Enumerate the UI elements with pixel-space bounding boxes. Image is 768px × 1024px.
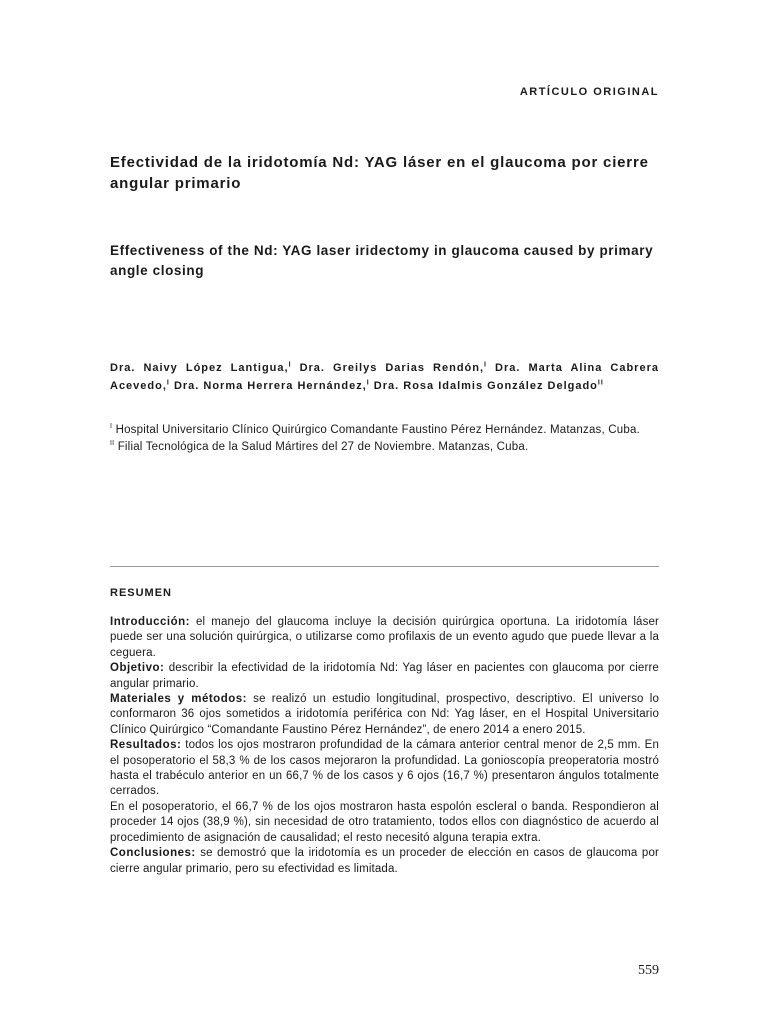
- author-1: Dra. Naivy López Lantigua,$^I$: [110, 361, 292, 374]
- affiliation-2: $^{II}$ Filial Tecnológica de la Salud Mártires del 27 de Noviembre. Matanzas, Cuba.: [110, 440, 529, 453]
- affiliations: [110, 422, 659, 456]
- affiliation-1: $^I$ Hospital Universitario Clínico Quirúrgico Comandante Faustino Pérez Hernández. Matanzas, Cuba.: [110, 423, 640, 436]
- abstract-body: [110, 615, 659, 877]
- abstract-methods: Materiales y métodos: se realizó un estudio longitudinal, prospectivo, descriptivo. El universo lo conformaron 36 ojos sometidos a iridotomía periférica con Nd: Yag láser, en el Hospital Universitario Clínico Quirúrgico “Comandante Faustino Pérez Hernández”, de enero 2014 a enero 2015.: [110, 693, 659, 736]
- section-divider: [110, 566, 659, 567]
- section-label: ARTÍCULO ORIGINAL: [519, 86, 659, 98]
- abstract-heading: RESUMEN: [110, 587, 173, 599]
- author-list: [110, 360, 659, 395]
- abstract-introduction: Introducción: el manejo del glaucoma incluye la decisión quirúrgica oportuna. La iridotomía láser puede ser una solución quirúrgica, o utilizarse como profilaxis de un evento agudo que puede llevar a la ceguera.: [110, 616, 659, 659]
- abstract-conclusions: Conclusiones: se demostró que la iridotomía es un proceder de elección en casos de glaucoma por cierre angular primario, pero su efectividad es limitada.: [110, 847, 659, 875]
- page-number: 559: [638, 963, 659, 978]
- title-english: Effectiveness of the Nd: YAG laser iridectomy in glaucoma caused by primary angle closing: [110, 243, 654, 278]
- abstract-results: Resultados: todos los ojos mostraron profundidad de la cámara anterior central menor de 2,5 mm. En el posoperatorio el 58,3 % de los casos mejoraron la profundidad. La gonioscopía preoperatoria mostró hasta el trabéculo anterior en un 66,7 % de los casos y 6 ojos (16,7 %) presentaron ángulos totalmente cerrados.: [110, 739, 659, 798]
- abstract-objective: Objetivo: describir la efectividad de la iridotomía Nd: Yag láser en pacientes con glaucoma por cierre angular primario.: [110, 662, 659, 690]
- author-3: Dra. Marta Alina Cabrera Acevedo,$^I$: [110, 362, 659, 392]
- abstract-results-continued: En el posoperatorio, el 66,7 % de los ojos mostraron hasta espolón escleral o banda. Respondieron al proceder 14 ojos (38,9 %), sin necesidad de otro tratamiento, todos ellos con diagnóstico de acuerdo al procedimiento de asignación de causalidad; el resto necesitó alguna terapia extra.: [110, 800, 659, 844]
- author-2: Dra. Greilys Darias Rendón,$^I$: [299, 361, 487, 374]
- author-5: Dra. Rosa Idalmis González Delgado$^{II}$: [373, 378, 604, 392]
- title-spanish: Efectividad de la iridotomía Nd: YAG láser en el glaucoma por cierre angular primario: [110, 154, 649, 192]
- author-4: Dra. Norma Herrera Hernández,$^I$: [173, 378, 370, 392]
